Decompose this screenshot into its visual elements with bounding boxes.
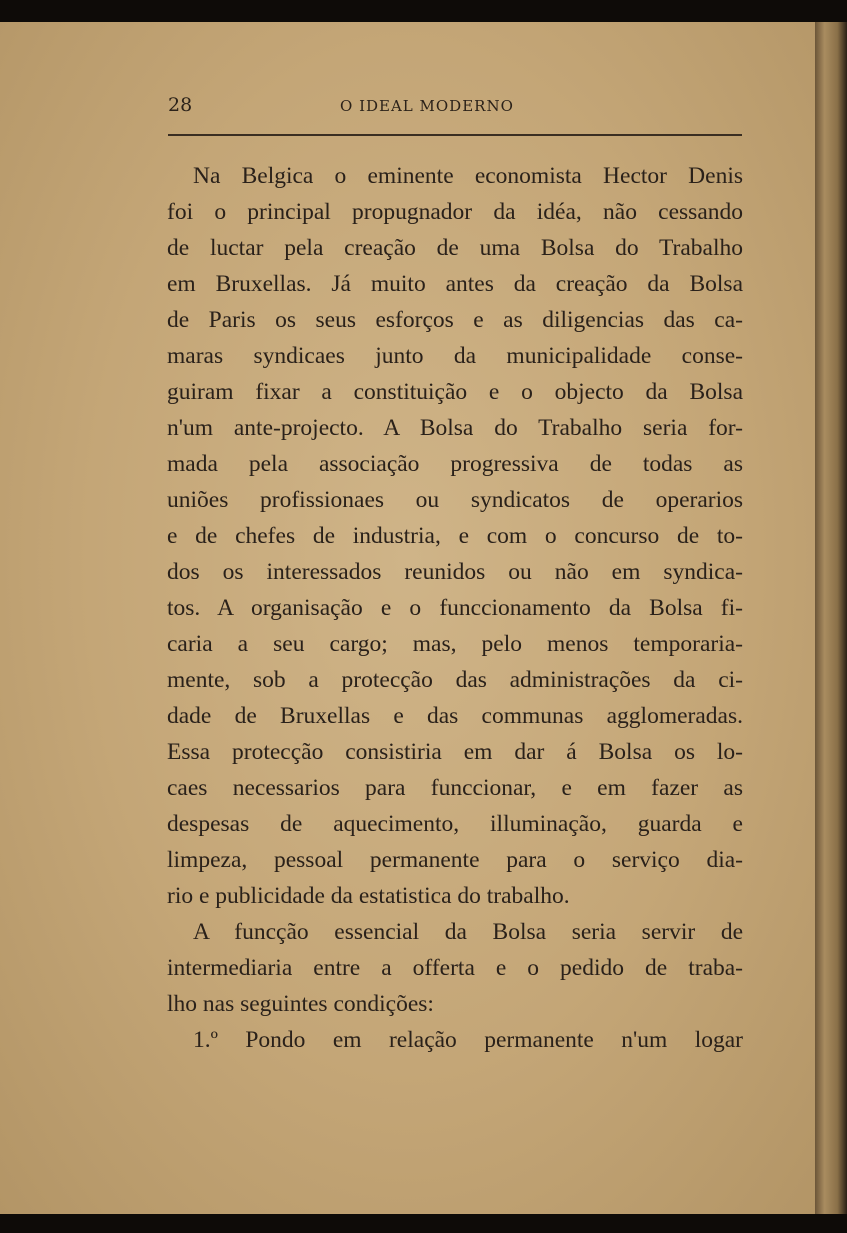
text-line: de Paris os seus esforços e as diligencias das ca- [167,307,743,333]
text-line: maras syndicaes junto da municipalidade conse- [167,343,743,369]
text-line: despesas de aquecimento, illuminação, guarda e [167,811,743,837]
text-line: em Bruxellas. Já muito antes da creação da Bolsa [167,271,743,297]
text-line: mada pela associação progressiva de todas as [167,451,743,477]
page-edge [815,22,847,1214]
text-line: guiram fixar a constituição e o objecto da Bolsa [167,379,743,405]
text-line: de luctar pela creação de uma Bolsa do Trabalho [167,235,743,261]
text-line: Essa protecção consistiria em dar á Bolsa os lo- [167,739,743,765]
text-line: 1.º Pondo em relação permanente n'um logar [193,1027,743,1053]
text-line: dos os interessados reunidos ou não em syndica- [167,559,743,585]
text-line: intermediaria entre a offerta e o pedido de traba- [167,955,743,981]
body-text [167,158,743,1058]
text-line: n'um ante-projecto. A Bolsa do Trabalho seria for- [167,415,743,441]
text-line: foi o principal propugnador da idéa, não cessando [167,199,743,225]
text-line: rio e publicidade da estatistica do trabalho. [167,883,570,909]
text-line: caria a seu cargo; mas, pelo menos temporaria- [167,631,743,657]
running-title: O IDEAL MODERNO [340,97,514,115]
text-line: e de chefes de industria, e com o concurso de to- [167,523,743,549]
text-line: A funcção essencial da Bolsa seria servir de [193,919,743,945]
header-rule [168,134,742,136]
text-line: tos. A organisação e o funccionamento da Bolsa fi- [167,595,743,621]
text-line: uniões profissionaes ou syndicatos de operarios [167,487,743,513]
text-line: Na Belgica o eminente economista Hector Denis [193,163,743,189]
text-line: dade de Bruxellas e das communas agglomeradas. [167,703,743,729]
text-line: lho nas seguintes condições: [167,991,434,1017]
text-line: limpeza, pessoal permanente para o serviço dia- [167,847,743,873]
text-line: mente, sob a protecção das administrações da ci- [167,667,743,693]
page-number: 28 [168,94,193,116]
text-line: caes necessarios para funccionar, e em fazer as [167,775,743,801]
